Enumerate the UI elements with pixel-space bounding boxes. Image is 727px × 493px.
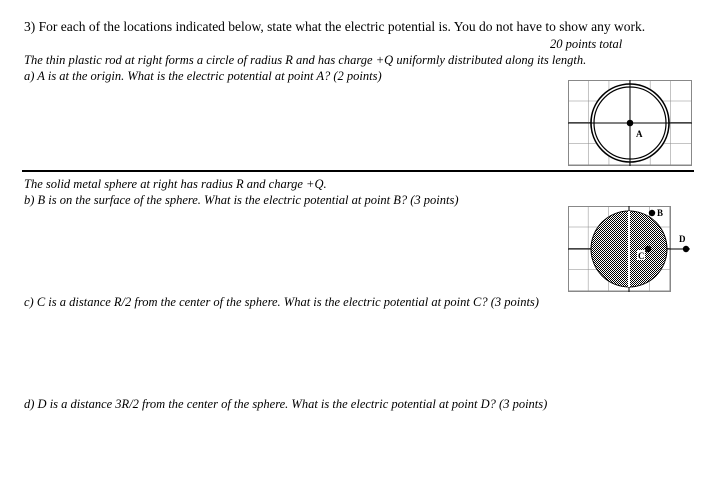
axis-hole [628,211,630,287]
ring-figure [568,80,692,166]
sphere-description: The solid metal sphere at right has radius R and charge +Q. [24,177,327,191]
rod-description: The thin plastic rod at right forms a circle of radius R and has charge +Q uniformly distributed along its length. [24,53,587,67]
sphere-figure [568,206,694,292]
points-total: 20 points total [550,37,623,51]
question-title: 3) For each of the locations indicated below, state what the electric potential is. You do not have to show any work. [24,19,646,34]
section-divider [22,170,694,172]
point-a-label: A [636,129,643,139]
point-b-label: B [657,208,664,218]
point-a-dot [627,120,634,127]
question-a: a) A is at the origin. What is the electric potential at point A? (2 points) [24,69,382,83]
question-c: c) C is a distance R/2 from the center of the sphere. What is the electric potential at point C? (3 points) [24,295,539,309]
question-b: b) B is on the surface of the sphere. What is the electric potential at point B? (3 points) [24,193,459,207]
point-d-dot [683,246,689,252]
question-d: d) D is a distance 3R/2 from the center of the sphere. What is the electric potential at point D? (3 points) [24,397,548,411]
point-c-label: C [638,251,645,261]
point-b-dot [649,210,655,216]
point-c-dot [645,246,651,252]
point-d-label: D [679,234,686,244]
